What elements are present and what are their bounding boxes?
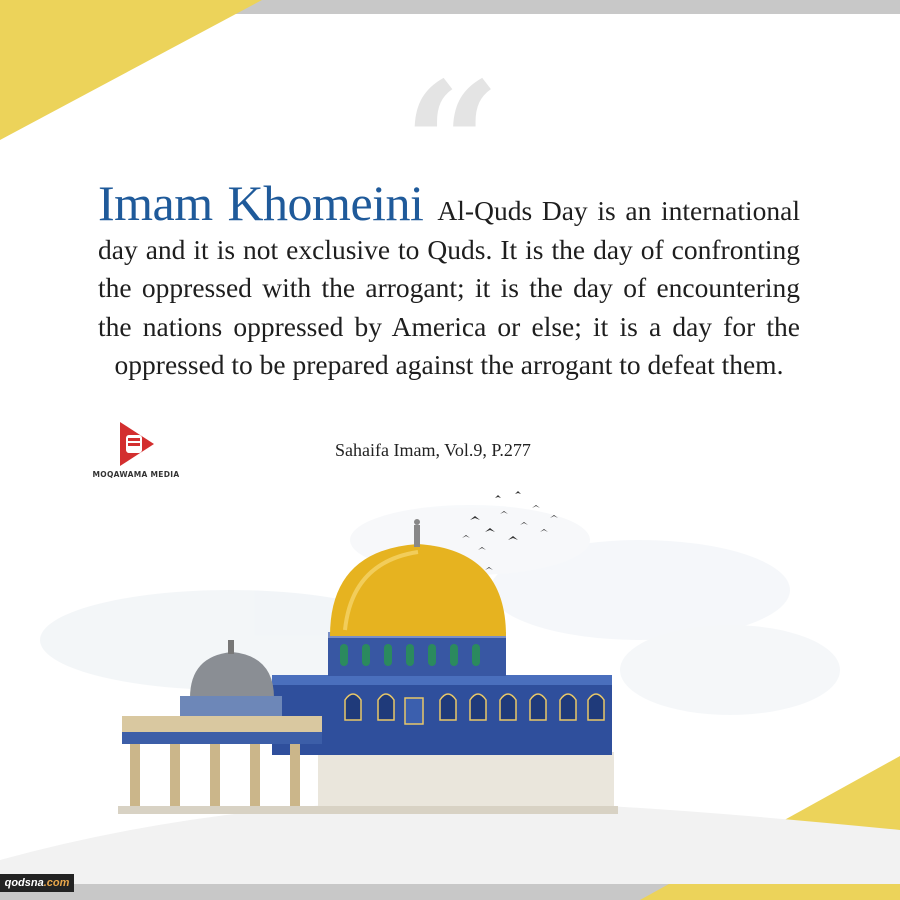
- quote-block: [98, 175, 800, 385]
- quote-mark-icon: “: [403, 45, 501, 245]
- quote-text: Al-Quds Day is an international day and it is not exclusive to Quds. It is the day of confronting the oppressed with the arrogant; it is the day of encountering the nations oppressed by America or else; it is a day for the oppressed to be prepared against the arrogant to defeat them.: [98, 195, 800, 380]
- quote-author: Imam Khomeini: [98, 175, 424, 231]
- qodsna-watermark: qodsna.com: [0, 874, 74, 892]
- dome-of-the-rock-illustration: [0, 470, 900, 870]
- fist-play-icon: [84, 418, 188, 470]
- quote-source: Sahaifa Imam, Vol.9, P.277: [335, 440, 531, 460]
- logo-label: MOQAWAMA MEDIA: [92, 470, 180, 479]
- top-left-yellow-corner: [0, 0, 262, 140]
